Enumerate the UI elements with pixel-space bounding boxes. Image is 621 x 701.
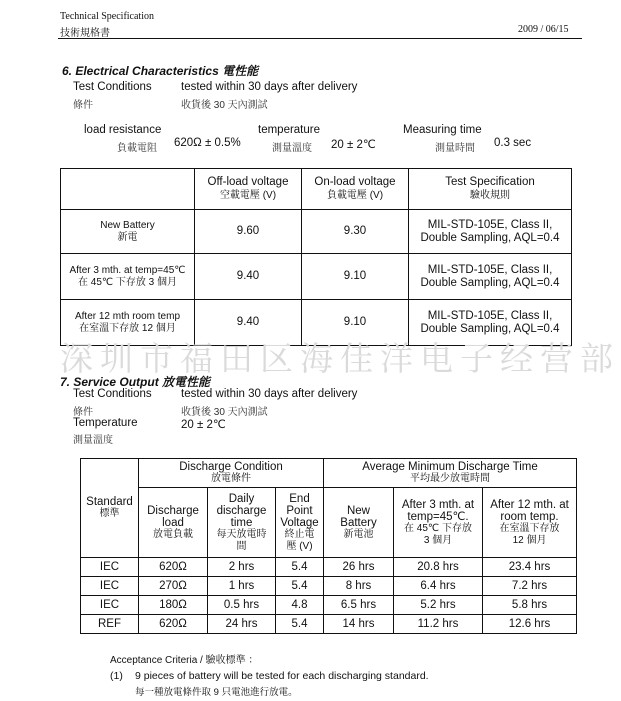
off-load-value: 9.40 xyxy=(195,300,302,346)
service-output-table xyxy=(80,458,577,634)
s7-test-conditions-label: Test Conditions xyxy=(73,388,152,400)
after-3-mth-cell: 6.4 hrs xyxy=(394,577,483,596)
header-after-12-mth: After 12 mth. at room temp. 在室溫下存放 12 個月 xyxy=(483,488,577,558)
on-load-value: 9.10 xyxy=(302,254,409,300)
temperature-value: 20 ± 2℃ xyxy=(331,139,376,151)
header-end-point-voltage: End Point Voltage 終止電 壓 (V) xyxy=(276,488,324,558)
s7-temperature-label: Temperature xyxy=(73,417,138,429)
test-spec-value: MIL-STD-105E, Class II, Double Sampling, AQL=0.4 xyxy=(409,210,572,254)
daily-cell: 24 hrs xyxy=(208,615,276,634)
load-resistance-value: 620Ω ± 0.5% xyxy=(174,137,241,149)
s7-temperature-value: 20 ± 2℃ xyxy=(181,419,226,431)
header-standard: Standard 標準 xyxy=(81,459,139,558)
s7-test-conditions-value-zh: 收貨後 30 天內測試 xyxy=(181,407,268,418)
doc-title-en: Technical Specification xyxy=(60,11,154,22)
load-cell: 180Ω xyxy=(139,596,208,615)
end-voltage-cell: 5.4 xyxy=(276,615,324,634)
section-6-heading: 6. Electrical Characteristics 電性能 xyxy=(62,64,259,78)
doc-title-zh: 技術規格書 xyxy=(60,28,110,39)
new-battery-cell: 26 hrs xyxy=(324,558,394,577)
table-row xyxy=(81,615,577,634)
off-load-value: 9.40 xyxy=(195,254,302,300)
table-row xyxy=(61,254,572,300)
after-12-mth-cell: 7.2 hrs xyxy=(483,577,577,596)
end-voltage-cell: 5.4 xyxy=(276,558,324,577)
header-discharge-condition: Discharge Condition 放電條件 xyxy=(139,459,324,488)
new-battery-cell: 8 hrs xyxy=(324,577,394,596)
header-discharge-load: Discharge load 放電負載 xyxy=(139,488,208,558)
header-test-spec: Test Specification 驗收規則 xyxy=(409,169,572,210)
standard-cell: IEC xyxy=(81,558,139,577)
s7-test-conditions-label-zh: 條件 xyxy=(73,407,93,418)
after-12-mth-cell: 23.4 hrs xyxy=(483,558,577,577)
test-spec-value: MIL-STD-105E, Class II, Double Sampling, AQL=0.4 xyxy=(409,254,572,300)
header-daily-discharge-time: Daily discharge time 每天放電時 間 xyxy=(208,488,276,558)
after-12-mth-cell: 12.6 hrs xyxy=(483,615,577,634)
table-header-row xyxy=(81,459,577,488)
daily-cell: 2 hrs xyxy=(208,558,276,577)
watermark-text: 深圳市福田区海佳洋电子经营部 xyxy=(60,340,620,377)
load-resistance-label: load resistance xyxy=(84,124,162,136)
temperature-label-zh: 測量溫度 xyxy=(272,143,312,154)
table-row xyxy=(81,596,577,615)
header-cell-empty xyxy=(61,169,195,210)
s6-test-conditions-label-zh: 條件 xyxy=(73,100,93,111)
standard-cell: REF xyxy=(81,615,139,634)
s6-test-conditions-value-zh: 收貨後 30 天內測試 xyxy=(181,100,268,111)
acceptance-item-en: 9 pieces of battery will be tested for each discharging standard. xyxy=(135,670,429,682)
new-battery-cell: 14 hrs xyxy=(324,615,394,634)
after-3-mth-cell: 11.2 hrs xyxy=(394,615,483,634)
s6-test-conditions-value: tested within 30 days after delivery xyxy=(181,81,358,93)
doc-date: 2009 / 06/15 xyxy=(518,24,569,35)
off-load-value: 9.60 xyxy=(195,210,302,254)
header-after-3-mth: After 3 mth. at temp=45℃. 在 45℃ 下存放 3 個月 xyxy=(394,488,483,558)
daily-cell: 1 hrs xyxy=(208,577,276,596)
after-3-mth-cell: 20.8 hrs xyxy=(394,558,483,577)
header-on-load: On-load voltage 負載電壓 (V) xyxy=(302,169,409,210)
test-spec-value: MIL-STD-105E, Class II, Double Sampling, AQL=0.4 xyxy=(409,300,572,346)
s7-temperature-label-zh: 測量溫度 xyxy=(73,435,113,446)
load-cell: 620Ω xyxy=(139,558,208,577)
on-load-value: 9.10 xyxy=(302,300,409,346)
s7-test-conditions-value: tested within 30 days after delivery xyxy=(181,388,358,400)
end-voltage-cell: 5.4 xyxy=(276,577,324,596)
standard-cell: IEC xyxy=(81,577,139,596)
load-resistance-label-zh: 負載電阻 xyxy=(117,143,157,154)
temperature-label: temperature xyxy=(258,124,321,136)
row-label: New Battery 新電 xyxy=(61,210,195,254)
table-subheader-row xyxy=(81,488,577,558)
acceptance-item-zh: 每一種放電條件取 9 只電池進行放電。 xyxy=(135,687,298,698)
load-cell: 270Ω xyxy=(139,577,208,596)
table-row xyxy=(61,210,572,254)
after-12-mth-cell: 5.8 hrs xyxy=(483,596,577,615)
daily-cell: 0.5 hrs xyxy=(208,596,276,615)
row-label: After 12 mth room temp 在室溫下存放 12 個月 xyxy=(61,300,195,346)
electrical-characteristics-table xyxy=(60,168,572,346)
header-off-load: Off-load voltage 空載電壓 (V) xyxy=(195,169,302,210)
end-voltage-cell: 4.8 xyxy=(276,596,324,615)
row-label: After 3 mth. at temp=45℃ 在 45℃ 下存放 3 個月 xyxy=(61,254,195,300)
table-row xyxy=(81,558,577,577)
header-avg-min-discharge-time: Average Minimum Discharge Time 平均最少放電時間 xyxy=(324,459,577,488)
table-header-row xyxy=(61,169,572,210)
s6-test-conditions-label: Test Conditions xyxy=(73,81,152,93)
new-battery-cell: 6.5 hrs xyxy=(324,596,394,615)
header-rule xyxy=(58,38,582,39)
measuring-time-value: 0.3 sec xyxy=(494,137,532,149)
acceptance-criteria-title: Acceptance Criteria / 驗收標準 ： xyxy=(110,655,259,666)
section-7-heading: 7. Service Output 放電性能 xyxy=(60,375,211,389)
header-new-battery: New Battery 新電池 xyxy=(324,488,394,558)
on-load-value: 9.30 xyxy=(302,210,409,254)
table-row xyxy=(81,577,577,596)
measuring-time-label: Measuring time xyxy=(403,124,482,136)
standard-cell: IEC xyxy=(81,596,139,615)
measuring-time-label-zh: 測量時間 xyxy=(435,143,475,154)
after-3-mth-cell: 5.2 hrs xyxy=(394,596,483,615)
load-cell: 620Ω xyxy=(139,615,208,634)
acceptance-item-number: (1) xyxy=(110,670,123,682)
